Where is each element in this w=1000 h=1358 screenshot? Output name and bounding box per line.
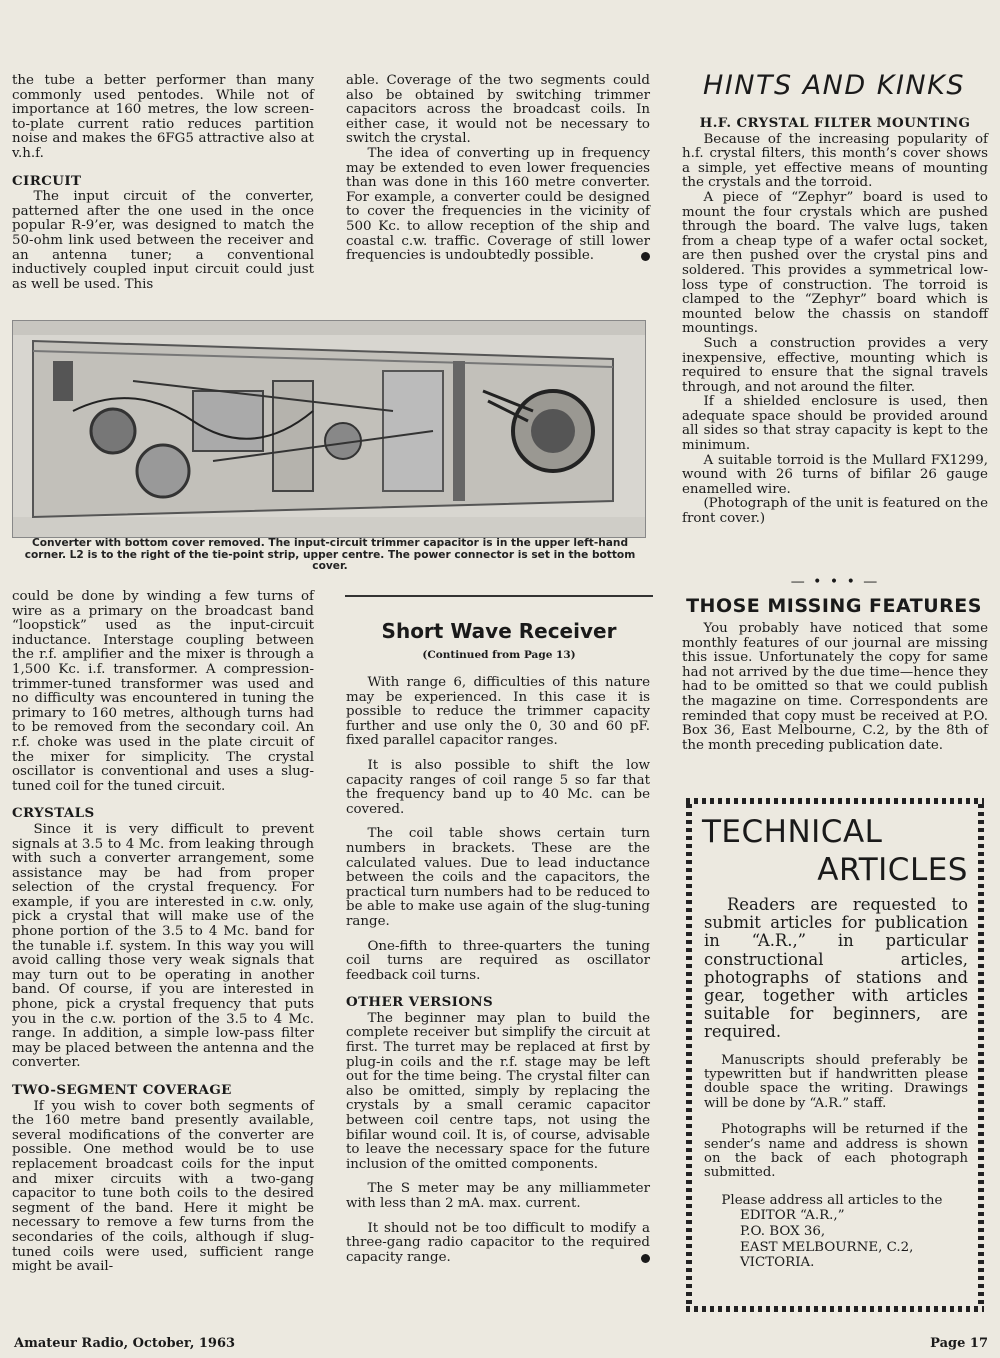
coverage-paragraph: able. Coverage of the two segments could also be obtained by switching trimmer capacitors across the broadcast coils. In either case, it would not be necessary to switch the crystal.: [346, 73, 650, 147]
other-versions-heading: OTHER VERSIONS: [346, 994, 494, 1011]
column-2-top: [346, 74, 650, 264]
hints-and-kinks-title: HINTS AND KINKS: [703, 70, 965, 101]
short-wave-column: [346, 676, 650, 1265]
sw-paragraph-1: With range 6, difficulties of this nature may be experienced. In this case it is possible to reduce the trimmer capacity further and use only the 0, 30 and 60 pF. fixed parallel capacitor ranges.: [346, 675, 650, 749]
hints-paragraph-1: Because of the increasing popularity of h.f. crystal filters, this month’s cover shows a simple, yet effective means of mounting the crystals and the torroid.: [682, 131, 988, 191]
address-intro: Please address all articles to the: [721, 1192, 943, 1208]
converting-text: The idea of converting up in frequency may be extended to even lower frequencies than was done in this 160 metre converter. For example, a converter could be designed to cover the frequencies in the vicinity of 500 Kc. to allow reception of the ship and coastal c.w. traffic. Coverage of still lower frequencies is undoubtedly possible.: [346, 145, 650, 264]
technical-body: [704, 896, 968, 1271]
column-1-bottom: [12, 590, 314, 1275]
converter-photo: [12, 320, 646, 538]
sw-paragraph-7-text: It should not be too difficult to modify a three-gang radio capacitor to the required capacity range.: [346, 1220, 650, 1265]
technical-title-line-2: ARTICLES: [817, 852, 968, 888]
address-line-1: EDITOR “A.R.,”: [740, 1208, 845, 1224]
hints-column: [682, 116, 988, 527]
footer-page-number: Page 17: [930, 1336, 988, 1351]
footer-publication: Amateur Radio, October, 1963: [14, 1336, 236, 1351]
photographs-paragraph: Photographs will be returned if the sender’s name and address is shown on the back of each photograph submitted.: [704, 1122, 968, 1181]
converting-paragraph: [346, 147, 650, 264]
intro-paragraph: the tube a better performer than many commonly used pentodes. While not of importance at 160 metres, the low screen-to-plate current ratio reduces partition noise and makes the 6FG5 attractive also at v.h.f.: [12, 73, 314, 161]
two-segment-paragraph: If you wish to cover both segments of the 160 metre band presently available, several modifications of the converter are possible. One method would be to use replacement broadcast coils for the input and mixer circuits with a two-gang capacitor to tune both coils to the desired segment of the band. Here it might be necessary to remove a few turns from the secondaries of the coils, although if slug-tuned coils were used, sufficient range might be avail-: [12, 1098, 314, 1275]
crystals-paragraph: Since it is very difficult to prevent signals at 3.5 to 4 Mc. from leaking through with such a converter arrangement, some assistance may be had from proper selection of the crystal frequency. For example, if you are interested in c.w. only, pick a crystal that will make use of the phone portion of the 3.5 to 4 Mc. band for the tunable i.f. system. In this way you will avoid calling those very weak signals that may turn out to be operating in another band. Of course, if you are interested in phone, pick a crystal frequency that puts you in the c.w. portion of the 3.5 to 4 Mc. range. In addition, a simple low-pass filter may be placed between the antenna and the converter.: [12, 821, 314, 1071]
short-wave-title: Short Wave Receiver: [381, 619, 617, 643]
hints-paragraph-6: (Photograph of the unit is featured on the front cover.): [682, 496, 988, 527]
technical-articles-box: [680, 792, 990, 1318]
hints-paragraph-5: A suitable torroid is the Mullard FX1299, wound with 26 turns of bifilar 26 gauge enamelled wire.: [682, 452, 988, 497]
circuit-heading: CIRCUIT: [12, 172, 82, 189]
address-block: [704, 1193, 968, 1271]
address-line-2: P.O. BOX 36,: [740, 1224, 826, 1240]
crystals-heading: CRYSTALS: [12, 805, 95, 822]
technical-lead: Readers are requested to submit articles for publication in “A.R.,” in particular constructional articles, photographs of stations and gear, together with articles suitable for beginners, are required.: [704, 895, 968, 1042]
photo-caption: Converter with bottom cover removed. The input-circuit trimmer capacitor is in the upper left-hand corner. L2 is to the right of the tie-point strip, upper centre. The power connector is set in the bottom cover.: [24, 537, 636, 573]
section-separator: — • • • —: [790, 574, 880, 590]
sw-paragraph-3: The coil table shows certain turn numbers in brackets. These are the calculated values. Due to lead inductance between the coils and the capacitors, the practical turn numbers had to be reduced to be able to make use again of the slug-tuning range.: [346, 826, 650, 929]
sw-paragraph-4: One-fifth to three-quarters the tuning coil turns are required as oscillator feedback coil turns.: [346, 938, 650, 983]
circuit-paragraph: The input circuit of the converter, patterned after the one used in the once popular R-9’er, was designed to match the 50-ohm link used between the receiver and an antenna tuner; a conventional inductively coupled input circuit could just as well be used. This: [12, 189, 314, 292]
hints-paragraph-4: If a shielded enclosure is used, then adequate space should be provided around all sides so that stray capacity is kept to the minimum.: [682, 394, 988, 454]
loopstick-paragraph: could be done by winding a few turns of wire as a primary on the broadcast band “loopstick” used as the input-circuit inductance. Interstage coupling between the r.f. amplifier and the mixer is through a 1,500 Kc. i.f. transformer. A compression-trimmer-tuned transformer was used and no difficulty was encountered in tuning the primary to 160 metres, although turns had to be removed from the secondary coil. An r.f. choke was used in the plate circuit of the mixer for simplicity. The crystal oscillator is conventional and uses a slug-tuned coil for the tuned circuit.: [12, 589, 314, 794]
address-line-4: VICTORIA.: [740, 1255, 815, 1271]
crystal-filter-heading: H.F. CRYSTAL FILTER MOUNTING: [699, 115, 971, 131]
missing-column: [682, 622, 988, 753]
section-rule: [345, 595, 653, 597]
sw-paragraph-7: [346, 1222, 650, 1266]
converter-photo-image: [13, 321, 645, 537]
hints-paragraph-3: Such a construction provides a very inexpensive, effective, mounting which is required to ensure that the signal travels through, and not around the filter.: [682, 335, 988, 395]
end-bullet-2: [641, 1254, 650, 1263]
missing-features-title: THOSE MISSING FEATURES: [686, 595, 982, 617]
sw-paragraph-5: The beginner may plan to build the complete receiver but simplify the circuit at first. The turret may be replaced at first by plug-in coils and the r.f. stage may be left out for the time being. The crystal filter can also be omitted, simply by replacing the crystals by a small ceramic capacitor between coil centre taps, not using the bifilar wound coil. It is, of course, advisable to leave the necessary space for the future inclusion of the omitted components.: [346, 1010, 650, 1172]
manuscripts-paragraph: Manuscripts should preferably be typewritten but if handwritten please double space the writing. Drawings will be done by “A.R.” staff.: [704, 1052, 968, 1111]
sw-paragraph-2: It is also possible to shift the low capacity ranges of coil range 5 so far that the frequency band up to 40 Mc. can be covered.: [346, 757, 650, 817]
end-bullet: [641, 252, 650, 261]
continued-note: (Continued from Page 13): [422, 649, 576, 661]
sw-paragraph-6: The S meter may be any milliammeter with less than 2 mA. max. current.: [346, 1181, 650, 1211]
address-line-3: EAST MELBOURNE, C.2,: [740, 1239, 914, 1255]
missing-paragraph: You probably have noticed that some monthly features of our journal are missing this issue. Unfortunately the copy for same had not arrived by the due time—hence they had to be omitted so that we could publish the magazine on time. Correspondents are reminded that copy must be received at P.O. Box 36, East Melbourne, C.2, by the 8th of the month preceding publication date.: [682, 621, 988, 753]
technical-title-line-1: TECHNICAL: [702, 814, 883, 850]
column-1-top: [12, 74, 314, 292]
hints-paragraph-2: A piece of “Zephyr” board is used to mount the four crystals which are pushed through the board. The valve lugs, taken from a cheap type of a wafer octal socket, are then pushed over the crystal pins and soldered. This provides a symmetrical low-loss type of construction. The torroid is clamped to the “Zephyr” board which is mounted below the chassis on standoff mountings.: [682, 189, 988, 337]
two-segment-heading: TWO-SEGMENT COVERAGE: [12, 1082, 232, 1098]
